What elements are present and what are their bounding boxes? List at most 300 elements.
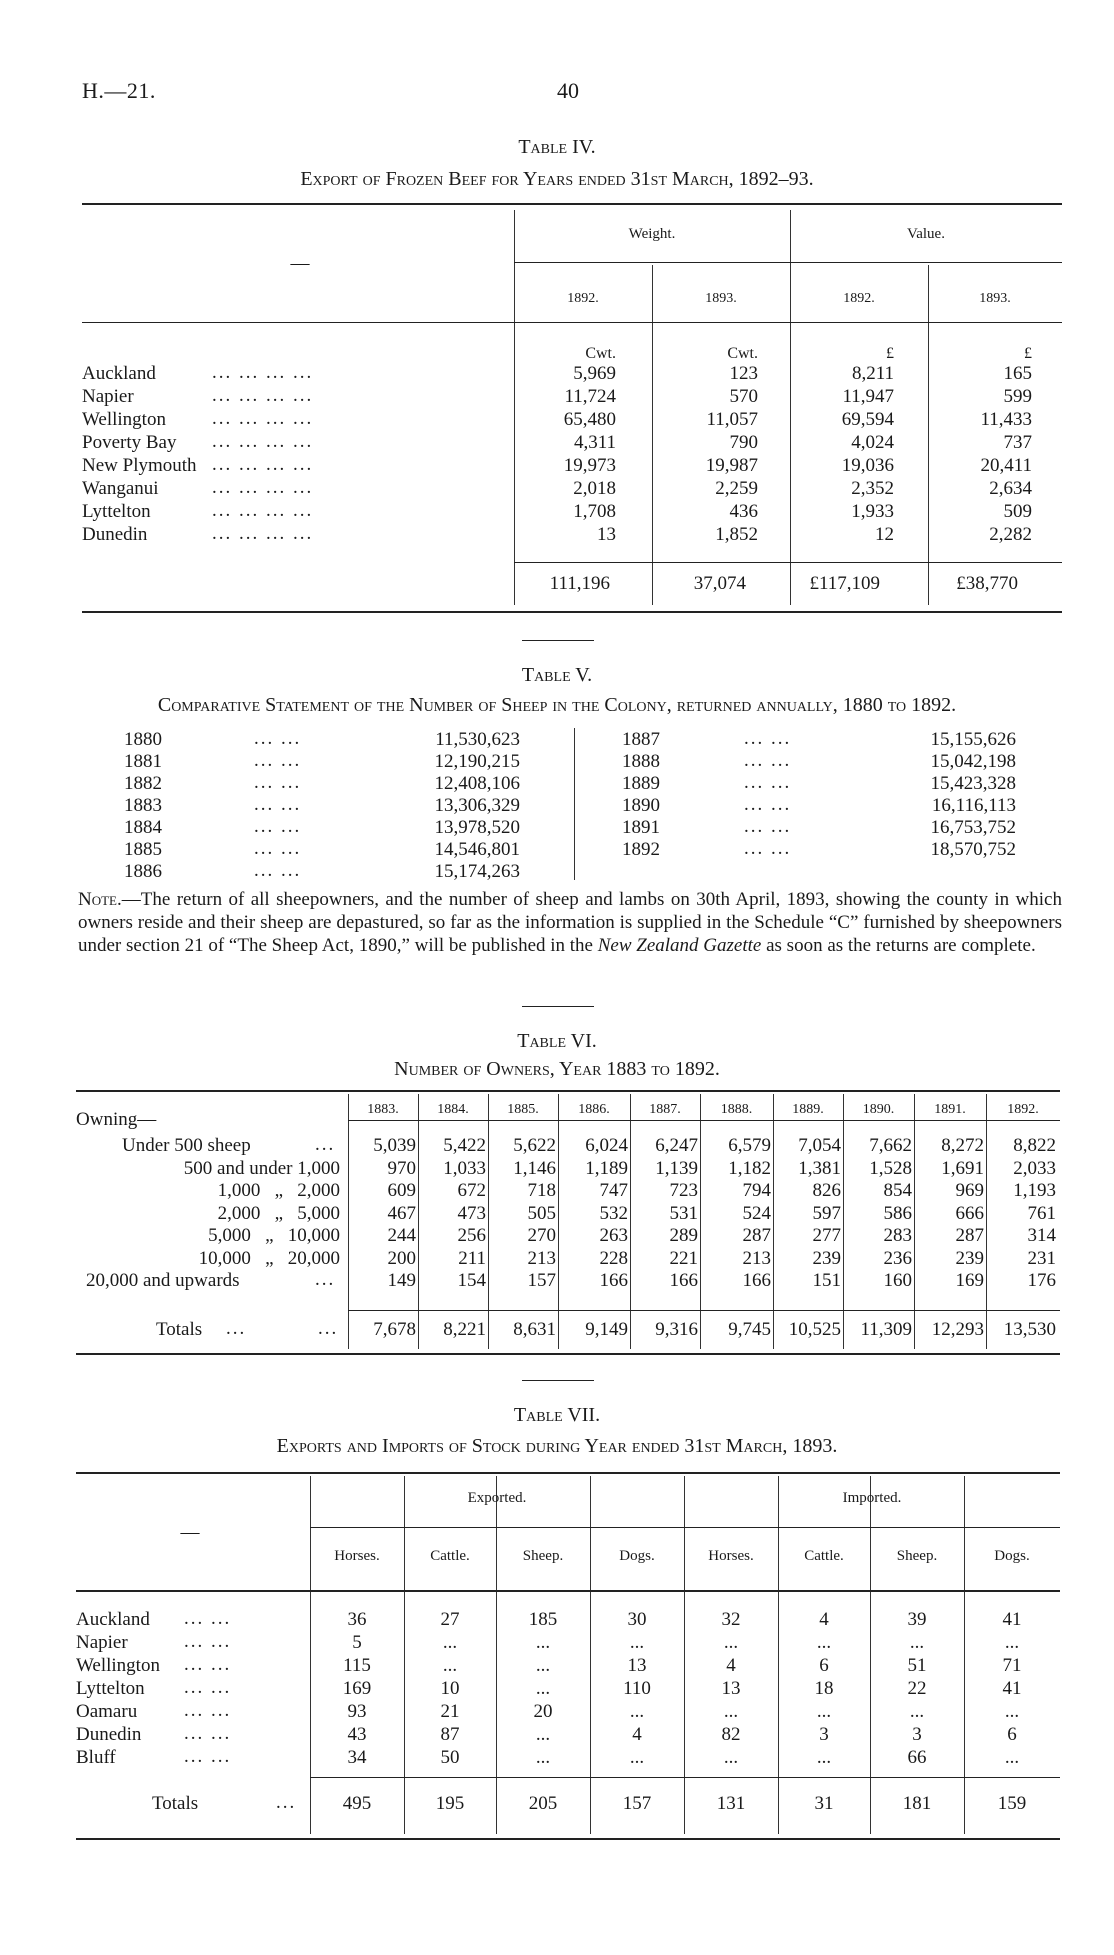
weight-1893: 570 [729,386,758,407]
owners-count: 609 [387,1180,416,1201]
year-header: 1885. [507,1102,539,1117]
stock-count: 18 [814,1678,834,1699]
stock-count: 13 [627,1655,647,1676]
owners-count: 2,033 [1013,1157,1056,1179]
owners-count: 6,024 [585,1135,628,1156]
stock-count: 27 [440,1609,460,1630]
leader-dots: ... ... [184,1700,232,1721]
owners-row-label: 1,000 „ 2,000 [217,1180,340,1201]
owners-count: 531 [669,1202,698,1224]
stock-total: 495 [342,1793,372,1814]
stock-count: 66 [907,1747,927,1768]
port-name: New Plymouth [82,455,197,476]
stock-count: 21 [440,1701,460,1722]
stock-count: ... [442,1632,458,1653]
stock-count: ... [1004,1747,1020,1768]
stock-count: 87 [440,1724,460,1745]
table5-note [78,888,1062,957]
leader-dots: ... ... ... ... [212,500,314,521]
year-header: 1893. [705,291,737,306]
owners-count: 287 [955,1225,984,1246]
owners-count: 1,691 [941,1157,984,1179]
stock-count: 43 [347,1724,367,1745]
owners-count: 7,054 [798,1135,841,1156]
year-header: 1891. [934,1102,966,1117]
weight-1892: 65,480 [563,409,616,430]
owners-count: 200 [387,1247,416,1269]
owners-row-label: 20,000 and upwards [86,1270,240,1291]
owners-count: 1,193 [1013,1180,1056,1201]
value-1892: 2,352 [851,478,894,499]
imported-header: Imported. [842,1490,902,1506]
note-text: —The return of all sheepowners, and the number of sheep and lambs on 30th April, 1893, showing the county in which owners reside and their sheep are depastured, so far as the information is supplied in the Schedule “C” furnished by sheepowners under section 21 of “The Sheep Act, 1890,” will be published in the [78,889,1062,956]
sheep-count: 16,753,752 [930,817,1016,838]
note-tail: as soon as the returns are complete. [761,935,1036,956]
table7-label: Table VII. [513,1404,601,1426]
owners-count: 1,146 [513,1157,556,1179]
stock-count: ... [1004,1632,1020,1653]
owners-total: 13,530 [1003,1319,1056,1340]
owners-count: 1,182 [728,1157,771,1179]
owners-row-label: 500 and under 1,000 [183,1157,340,1179]
value-1892: 19,036 [841,455,894,476]
stock-total: 195 [435,1793,465,1814]
stock-count: 51 [907,1655,927,1676]
stock-count: 36 [347,1609,367,1630]
port-name: Napier [76,1632,128,1653]
table7-subtitle [0,1435,1114,1458]
leader-dots: ... [315,1134,336,1155]
sheep-year: 1885 [124,839,162,860]
stock-total: 159 [997,1793,1027,1814]
stock-count: 41 [1002,1609,1022,1630]
stock-count: 93 [347,1701,367,1722]
table6-label: Table VI. [517,1030,597,1052]
leader-dots: ... [226,1318,247,1339]
stub-dash: — [180,1522,200,1543]
leader-dots: ... ... ... ... [212,362,314,383]
stock-column-header: Horses. [708,1548,754,1564]
table4-subtitle [0,168,1114,191]
year-header: 1893. [979,291,1011,306]
port-name: Wellington [82,409,166,430]
owners-count: 6,247 [655,1135,698,1156]
table-rule [82,203,1062,205]
value-1893: 2,282 [989,524,1032,545]
owners-count: 176 [1027,1270,1056,1291]
stock-count: 4 [726,1655,736,1676]
stock-column-header: Dogs. [619,1548,655,1564]
table5-subtitle [0,694,1114,717]
owners-count: 277 [812,1225,841,1246]
owners-count: 718 [527,1180,556,1201]
owners-total: 11,309 [860,1319,912,1340]
sheep-count: 15,042,198 [930,751,1016,772]
stock-count: ... [535,1655,551,1676]
stock-count: 4 [632,1724,642,1745]
leader-dots: ... ... [254,860,302,881]
owners-count: 228 [599,1247,628,1269]
stock-count: 22 [907,1678,927,1699]
port-name: Napier [82,386,134,407]
value-1892: 11,947 [842,386,894,407]
stub-dash: — [290,253,310,274]
owners-count: 586 [883,1202,912,1224]
stock-total: 205 [528,1793,558,1814]
owners-row-label: 5,000 „ 10,000 [208,1225,340,1246]
stock-total: 131 [716,1793,746,1814]
owners-count: 467 [387,1202,416,1224]
leader-dots: ... ... ... ... [212,523,314,544]
weight-1893: 19,987 [705,455,758,476]
stock-column-header: Sheep. [522,1548,564,1564]
leader-dots: ... ... [254,794,302,815]
leader-dots: ... ... [254,728,302,749]
owners-count: 524 [742,1202,771,1224]
table-rule [76,1090,1060,1092]
port-name: Auckland [82,363,156,384]
leader-dots: ... ... ... ... [212,431,314,452]
port-name: Lyttelton [82,501,151,522]
owners-count: 287 [742,1225,771,1246]
total-value: £38,770 [956,573,1018,594]
section-divider [522,640,594,641]
stock-count: ... [1004,1701,1020,1722]
owners-total: 9,316 [655,1319,698,1340]
owners-row-label: 2,000 „ 5,000 [217,1202,340,1224]
value-1893: 2,634 [989,478,1032,499]
stock-count: ... [723,1632,739,1653]
stock-total: 31 [814,1793,834,1814]
table-rule [76,1590,1060,1592]
sheep-year: 1889 [622,773,660,794]
section-divider [522,1380,594,1381]
table6-subtitle-text: Number of Owners, Year 1883 to 1892. [394,1058,720,1080]
value-1893: 165 [1003,363,1032,384]
owners-count: 213 [527,1247,556,1269]
port-name: Lyttelton [76,1678,145,1699]
stock-count: ... [723,1701,739,1722]
sheep-count: 14,546,801 [434,839,520,860]
sheep-count: 15,423,328 [930,773,1016,794]
owners-count: 149 [387,1270,416,1291]
owners-count: 1,189 [585,1157,628,1179]
leader-dots: ... ... ... ... [212,477,314,498]
sheep-count: 13,306,329 [434,795,520,816]
leader-dots: ... ... [184,1631,232,1652]
note-italic: New Zealand Gazette [597,935,762,956]
total-value: 111,196 [549,573,610,594]
owners-count: 969 [955,1180,984,1201]
stock-count: ... [629,1701,645,1722]
leader-dots: ... [276,1792,297,1813]
table5-label: Table V. [521,664,593,686]
port-name: Dunedin [76,1724,142,1745]
table-rule [82,611,1062,613]
stock-count: 169 [342,1678,372,1699]
stock-count: 10 [440,1678,460,1699]
table-rule [514,262,1062,263]
stock-count: ... [535,1632,551,1653]
page-number: 40 [557,78,579,103]
owners-count: 826 [812,1180,841,1201]
sheep-year: 1882 [124,773,162,794]
owners-count: 761 [1027,1202,1056,1224]
owners-count: 166 [669,1270,698,1291]
stock-count: ... [535,1724,551,1745]
table5-subtitle-text: Comparative Statement of the Number of Sheep in the Colony, returned annually, 1880 to 1892. [157,694,957,716]
table7-subtitle-text: Exports and Imports of Stock during Year ended 31st March, 1893. [276,1435,838,1457]
sheep-count: 12,190,215 [434,751,520,772]
weight-1893: 790 [729,432,758,453]
leader-dots: ... ... ... ... [212,454,314,475]
owners-count: 723 [669,1180,698,1201]
value-1893: 20,411 [980,455,1032,476]
stock-count: 4 [819,1609,829,1630]
owners-count: 666 [955,1202,984,1224]
owners-count: 5,039 [373,1135,416,1156]
sheep-year: 1880 [124,729,162,750]
owners-total: 8,221 [443,1319,486,1340]
weight-1893: 123 [729,363,758,384]
totals-label: Totals [152,1793,199,1814]
owners-count: 1,033 [443,1157,486,1179]
total-value: 37,074 [693,573,746,594]
port-name: Dunedin [82,524,148,545]
stock-count: ... [442,1655,458,1676]
table-rule [76,1838,1060,1840]
owners-count: 6,579 [728,1135,771,1156]
stock-count: ... [535,1747,551,1768]
stock-count: ... [909,1632,925,1653]
stock-count: ... [816,1701,832,1722]
leader-dots: ... [318,1318,339,1339]
stock-count: 185 [528,1609,558,1630]
sheep-year: 1892 [622,839,660,860]
value-1893: 509 [1003,501,1032,522]
stock-count: 5 [352,1632,362,1653]
owners-count: 970 [387,1157,416,1179]
unit-label: Cwt. [585,345,616,362]
weight-1892: 1,708 [573,501,616,522]
owners-count: 1,381 [798,1157,841,1179]
owners-count: 473 [457,1202,486,1224]
value-header: Value. [907,226,945,242]
port-name: Wellington [76,1655,160,1676]
leader-dots: ... ... [184,1608,232,1629]
stock-count: ... [816,1632,832,1653]
leader-dots: ... ... ... ... [212,408,314,429]
leader-dots: ... ... [254,750,302,771]
value-1892: 12 [875,524,894,545]
year-header: 1892. [843,291,875,306]
table-rule [76,1353,1060,1355]
year-header: 1887. [649,1102,681,1117]
stock-count: 39 [907,1609,927,1630]
stock-column-header: Dogs. [994,1548,1030,1564]
stock-count: 6 [819,1655,829,1676]
value-1892: 8,211 [851,363,894,384]
table-rule [82,322,1062,323]
owners-count: 231 [1027,1247,1056,1269]
stock-count: 6 [1007,1724,1017,1745]
leader-dots: ... ... [744,772,792,793]
owners-total: 10,525 [788,1319,841,1340]
owners-total: 12,293 [931,1319,984,1340]
year-header: 1890. [862,1102,895,1117]
owners-count: 8,272 [941,1135,984,1156]
stock-count: 41 [1002,1678,1022,1699]
document-reference: H.—21. [82,78,156,103]
owners-count: 154 [457,1270,486,1291]
stock-count: 20 [533,1701,553,1722]
stock-column-header: Cattle. [804,1548,844,1564]
stock-count: ... [723,1747,739,1768]
port-name: Poverty Bay [82,432,177,453]
owners-count: 505 [527,1202,556,1224]
weight-1892: 4,311 [573,432,616,453]
table4-label: Table IV. [518,136,596,158]
owners-count: 794 [742,1180,771,1201]
owners-row-label: Under 500 sheep [122,1135,251,1156]
owners-count: 244 [387,1225,416,1246]
table-rule [310,1777,1060,1778]
section-divider [522,1006,594,1007]
owners-count: 532 [599,1202,628,1224]
owners-count: 263 [599,1225,628,1246]
weight-1892: 13 [597,524,616,545]
table-rule [514,562,1062,563]
stock-count: 50 [440,1747,460,1768]
sheep-year: 1890 [622,795,660,816]
stock-count: 32 [721,1609,741,1630]
stock-count: ... [909,1701,925,1722]
owners-count: 211 [458,1247,486,1269]
table-rule [76,1472,1060,1474]
leader-dots: ... ... ... ... [212,385,314,406]
unit-label: Cwt. [727,345,758,362]
owners-count: 8,822 [1013,1135,1056,1156]
leader-dots: ... ... [254,772,302,793]
exported-header: Exported. [467,1490,527,1506]
weight-1892: 2,018 [573,478,616,499]
port-name: Wanganui [82,478,159,499]
value-1893: 737 [1003,432,1032,453]
total-value: £117,109 [809,573,880,594]
owners-count: 1,139 [655,1157,698,1179]
table6-subtitle [0,1058,1114,1081]
year-header: 1888. [720,1102,753,1117]
year-header: 1884. [437,1102,469,1117]
owners-count: 270 [527,1225,556,1246]
value-1892: 1,933 [851,501,894,522]
owning-label: Owning— [76,1109,157,1130]
value-1893: 599 [1003,386,1032,407]
owners-count: 160 [883,1270,912,1291]
port-name: Auckland [76,1609,150,1630]
value-1893: 11,433 [980,409,1032,430]
owners-count: 166 [742,1270,771,1291]
owners-count: 166 [599,1270,628,1291]
weight-1892: 11,724 [564,386,616,407]
leader-dots: ... ... [254,838,302,859]
leader-dots: ... ... [744,750,792,771]
sheep-year: 1883 [124,795,162,816]
stock-total: 157 [622,1793,652,1814]
leader-dots: ... ... [254,816,302,837]
owners-count: 597 [812,1202,841,1224]
weight-1892: 19,973 [563,455,616,476]
owners-count: 221 [669,1247,698,1269]
stock-column-header: Cattle. [430,1548,470,1564]
sheep-count: 11,530,623 [435,729,520,750]
owners-total: 9,149 [585,1319,628,1340]
stock-count: ... [629,1747,645,1768]
leader-dots: ... ... [744,728,792,749]
owners-count: 239 [812,1247,841,1269]
totals-label: Totals [156,1319,203,1340]
weight-1893: 11,057 [706,409,758,430]
sheep-year: 1888 [622,751,660,772]
year-header: 1883. [367,1102,399,1117]
sheep-count: 15,155,626 [930,729,1016,750]
table-rule [310,1527,1060,1528]
year-header: 1886. [578,1102,610,1117]
stock-count: 71 [1002,1655,1022,1676]
owners-count: 314 [1027,1225,1056,1246]
stock-count: ... [816,1747,832,1768]
sheep-count: 16,116,113 [931,795,1016,816]
stock-total: 181 [902,1793,932,1814]
year-header: 1892. [1007,1102,1039,1117]
table4-subtitle-text: Export of Frozen Beef for Years ended 31st March, 1892–93. [300,168,814,190]
year-header: 1889. [792,1102,824,1117]
leader-dots: ... ... [184,1723,232,1744]
owners-count: 5,622 [513,1135,556,1156]
leader-dots: ... ... [744,838,792,859]
port-name: Oamaru [76,1701,138,1722]
leader-dots: ... ... [184,1677,232,1698]
owners-count: 236 [883,1247,912,1269]
stock-count: 115 [343,1655,371,1676]
owners-total: 9,745 [728,1319,771,1340]
leader-dots: ... ... [744,816,792,837]
year-header: 1892. [567,291,599,306]
weight-1893: 1,852 [715,524,758,545]
stock-count: ... [535,1678,551,1699]
sheep-count: 18,570,752 [930,839,1016,860]
port-name: Bluff [76,1747,116,1768]
weight-1893: 2,259 [715,478,758,499]
stock-count: 3 [819,1724,829,1745]
sheep-count: 12,408,106 [434,773,520,794]
owners-count: 672 [457,1180,486,1201]
leader-dots: ... ... [184,1746,232,1767]
owners-row-label: 10,000 „ 20,000 [198,1247,340,1269]
sheep-year: 1886 [124,861,162,882]
column-divider [574,728,575,880]
owners-total: 8,631 [513,1319,556,1340]
owners-count: 169 [955,1270,984,1291]
leader-dots: ... ... [184,1654,232,1675]
stock-count: 82 [721,1724,741,1745]
table-rule [348,1310,1060,1311]
sheep-year: 1884 [124,817,162,838]
unit-label: £ [886,345,894,362]
unit-label: £ [1024,345,1032,362]
owners-count: 151 [812,1270,841,1291]
stock-count: 110 [623,1678,651,1699]
